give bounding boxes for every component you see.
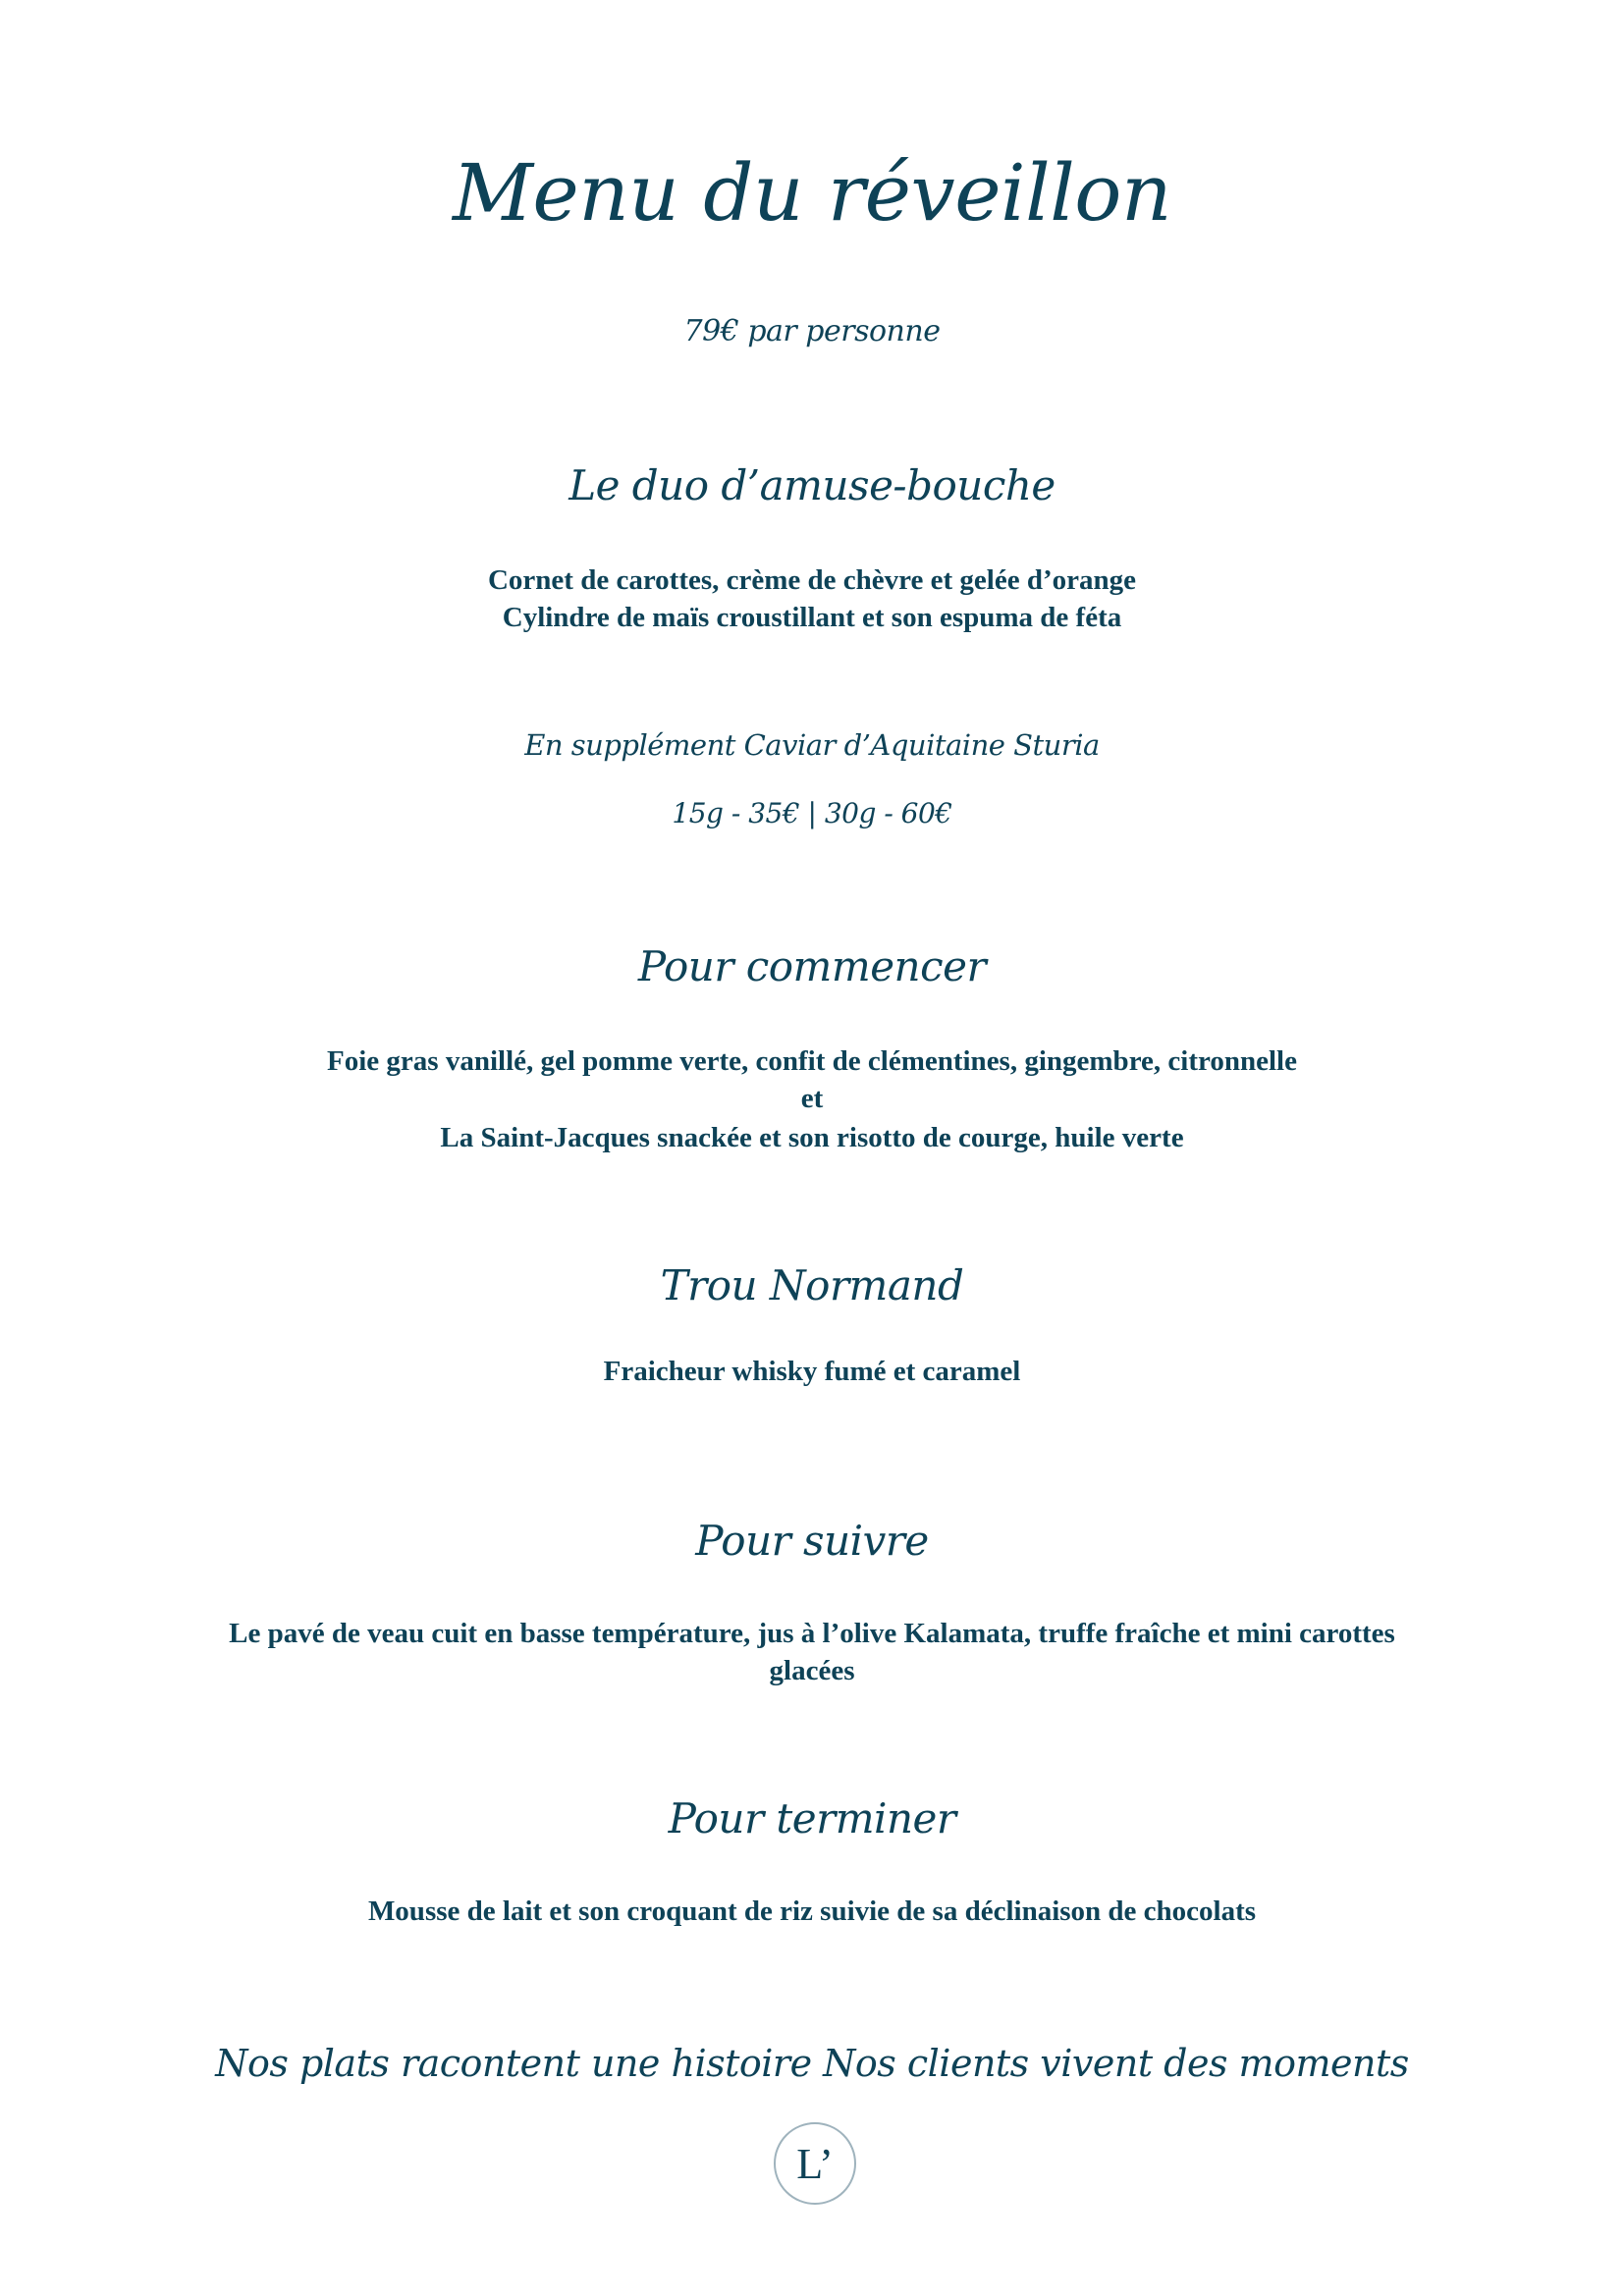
dish-trou-normand: Fraicheur whisky fumé et caramel <box>603 1356 1021 1387</box>
section-heading-dessert: Pour terminer <box>668 1794 956 1842</box>
dish-amuse-bouche-1: Cornet de carottes, crème de chèvre et gelée d’orange <box>487 564 1136 596</box>
dish-dessert: Mousse de lait et son croquant de riz suivie de sa déclinaison de chocolats <box>367 1896 1257 1927</box>
dish-main-1: Le pavé de veau cuit en basse température, jus à l’olive Kalamata, truffe fraîche et mini carottes <box>229 1618 1395 1649</box>
dish-main-2: glacées <box>769 1655 855 1686</box>
section-heading-main: Pour suivre <box>695 1517 929 1565</box>
supplement-label: En supplément Caviar d’Aquitaine Sturia <box>524 728 1100 762</box>
restaurant-logo <box>774 2122 856 2205</box>
dish-amuse-bouche-2: Cylindre de maïs croustillant et son espuma de féta <box>502 602 1122 633</box>
dish-starter-1: Foie gras vanillé, gel pomme verte, confit de clémentines, gingembre, citronnelle <box>327 1045 1297 1077</box>
dish-starter-2: La Saint-Jacques snackée et son risotto de courge, huile verte <box>440 1122 1184 1153</box>
section-heading-trou-normand: Trou Normand <box>660 1261 964 1309</box>
logo-letter: L’ <box>796 2139 834 2188</box>
footer-tagline: Nos plats racontent une histoire Nos clients vivent des moments <box>215 2042 1409 2085</box>
price-per-person: 79€ par personne <box>683 314 941 348</box>
section-heading-amuse-bouche: Le duo d’amuse-bouche <box>568 461 1056 509</box>
page-title: Menu du réveillon <box>453 147 1171 239</box>
supplement-price: 15g - 35€ | 30g - 60€ <box>672 797 952 829</box>
section-heading-starter: Pour commencer <box>637 942 987 990</box>
dish-starter-conjunction: et <box>800 1083 824 1114</box>
